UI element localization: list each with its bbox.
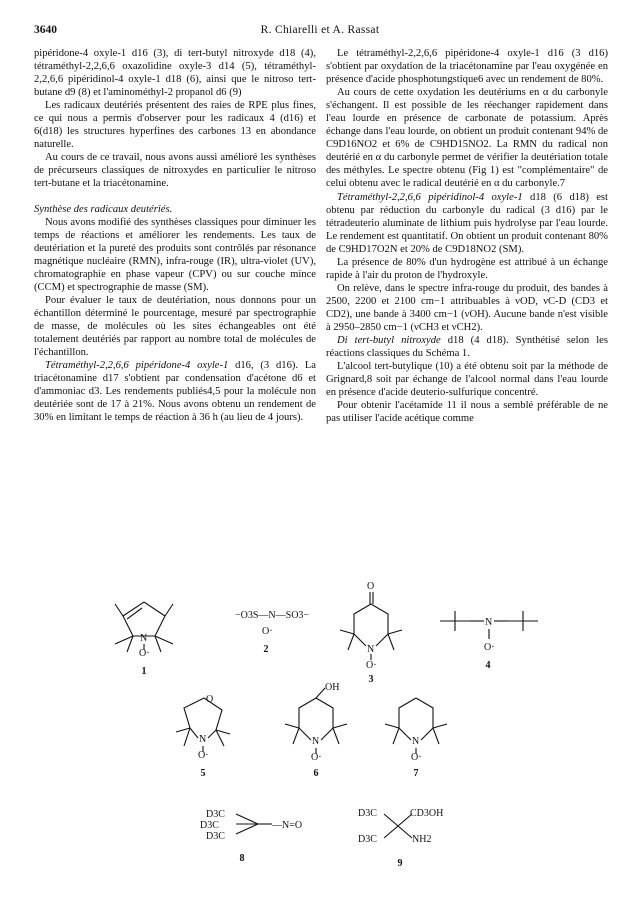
- nitroso-8: —N=O: [272, 820, 303, 831]
- atom-O-3: O·: [366, 660, 377, 671]
- compound-label-4: 4: [485, 660, 491, 671]
- paragraph-text: Les radicaux deutériés présentent des raies de RPE plus fines, ce qui nous a permis d'observer pour les radicaux 4 (d16) et 6(d18) les structures hyperfines des carbones 13 en abondance naturelle.: [34, 100, 316, 151]
- body-paragraph: [326, 399, 608, 425]
- d3c-8c: D3C: [206, 831, 225, 842]
- paragraph-text: Au cours de ce travail, nous avons aussi amélioré les synthèses de précurseurs classiques de nitroxydes en particulier le nitroso tert-butane et la triacétonamine.: [34, 152, 316, 190]
- body-paragraph: [326, 256, 608, 282]
- body-paragraph: [326, 47, 608, 86]
- atom-O-6: O·: [311, 752, 322, 763]
- compound-label-9: 9: [397, 858, 403, 869]
- structures-svg: [60, 576, 590, 911]
- paragraph-text: Pour obtenir l'acétamide 11 il nous a semblé préférable de ne pas utiliser l'acide acétique comme: [326, 400, 608, 425]
- body-paragraph: [34, 294, 316, 359]
- body-paragraph: [34, 216, 316, 294]
- paragraph-text: Le tétraméthyl-2,2,6,6 pipéridone-4 oxyle-1 d16 (3 d16) s'obtient par oxydation de la triacétonamine par l'eau oxygénée en présence d'acide phosphotungstique6 avec un rendement de 80%.: [326, 48, 608, 86]
- body-paragraph: [326, 86, 608, 190]
- atom-O-carbonyl-3: O: [367, 581, 375, 592]
- structure-8: [236, 814, 272, 834]
- compound-label-2: 2: [263, 644, 269, 655]
- d3c-8b: D3C: [200, 820, 219, 831]
- running-authors: R. Chiarelli et A. Rassat: [260, 24, 380, 36]
- atom-O-ring-5: O: [206, 694, 214, 705]
- atom-N-1: N: [140, 633, 148, 644]
- atom-N-7: N: [412, 736, 420, 747]
- paragraph-text: On relève, dans le spectre infra-rouge du produit, des bandes à 2500, 2200 et 2100 cm−1 attribuables à νOD, νC-D (CD3 et CD2), une bande à 3400 cm−1 (νOH). Aucune bande n'est visible à 2950–2850 cm−1 (νCH3 et νCH2).: [326, 282, 608, 333]
- d3c-9b: D3C: [358, 834, 377, 845]
- atom-O-2: O·: [262, 626, 273, 637]
- atom-N-4: N: [485, 617, 493, 628]
- body-paragraph: [326, 191, 608, 256]
- paragraph-text: La présence de 80% d'un hydrogène est attribué à un échange rapide à l'air du proton de l'hydroxyle.: [326, 256, 608, 281]
- paragraph-text: d16, (3 d16). La triacétonamine d17 s'obtient par condensation d'acétone d6 et d'ammoniac d3. Les rendements publiés4,5 pour la molécule non deutériée sont de 17 à 21%. Nous avons obtenu un rendement de 30% en limitant le temps de réaction à 36 h (au lieu de 4 jours).: [34, 360, 316, 424]
- body-paragraph: [326, 334, 608, 360]
- paragraph-text: d18 (4 d18). Synthétisé selon les réactions classiques du Schéma 1.: [326, 335, 608, 360]
- d3c-9a: D3C: [358, 808, 377, 819]
- cd3oh-9: CD3OH: [410, 808, 444, 819]
- page-header: [34, 24, 606, 40]
- atom-N-5: N: [199, 734, 207, 745]
- structures-figure: [60, 576, 590, 911]
- body-paragraph: [34, 151, 316, 190]
- compound-label-5: 5: [200, 768, 206, 779]
- nh2-9: NH2: [412, 834, 432, 845]
- right-column: [326, 47, 608, 425]
- paragraph-text: Au cours de cette oxydation les deutériums en α du carbonyle s'échangent. Il est possible de les réechanger rapidement dans l'eau lourde en présence de carbonate de potassium. Après échange dans l'eau lourde, on obtient un produit contenant 94% de C9D16NO2 et 6% de C9HD15NO2. La RMN du radical non deutérié en α du carbonyle permet de vérifier la deutériation totale des méthyles. Le spectre obtenu (Fig 1) est "complémentaire" de celui obtenu avec le radical deutérié en α du carbonyle.7: [326, 87, 608, 190]
- paragraph-text: pipéridone-4 oxyle-1 d16 (3), di tert-butyl nitroxyde d18 (4), tétraméthyl-2,2,6,6 oxazolidine oxyle-3 d14 (5), tétraméthyl-2,2,6,6 pipéridinol-4 oxyle-1 d18 (6), ainsi que le nitroso tert-butane d9 (8) et l'aminométhyl-2 propanol d6 (9): [34, 48, 316, 99]
- d3c-8a: D3C: [206, 809, 225, 820]
- structure-9: [384, 814, 412, 838]
- paragraph-text: d18 (6 d18) est obtenu par réduction du carbonyle du radical (3 d16) par le tétradeuterio aluminate de lithium puis hydrolyse par l'eau lourde. Le rendement est quantitatif. On obtient un produit contenant 80% de C9HD17O2N et 20% de C9D18NO2 (SM).: [326, 191, 608, 255]
- disulfonate-group: −O3S—N—SO3−: [235, 610, 310, 621]
- body-paragraph: [326, 282, 608, 334]
- paragraph-text: Nous avons modifié des synthèses classiques pour diminuer les temps de réactions et améliorer les rendements. Les taux de deutériation et la pureté des produits sont contrôlés par résonance magnétique nucléaire (RMN), infra-rouge (IR), ultra-violet (UV), chromatographie en phase vapeur (CPV) ou sur couche mince (CCM) et spectrographie de masse (SM).: [34, 216, 316, 293]
- paragraph-lead: Tétraméthyl-2,2,6,6 pipéridone-4 oxyle-1: [45, 360, 229, 372]
- compound-label-7: 7: [413, 768, 419, 779]
- atom-O-7: O·: [411, 752, 422, 763]
- paragraph-text: Pour évaluer le taux de deutériation, nous donnons pour un échantillon déterminé le pourcentage, mesuré par spectrographie de masse, de molécules où les sites échangeables ont été totalement deutériés par rapport au nombre total de molécules de l'échantillon.: [34, 294, 316, 359]
- atom-O-4: O·: [484, 642, 495, 653]
- paragraph-lead: Di tert-butyl nitroxyde: [337, 335, 441, 347]
- body-paragraph: [34, 359, 316, 424]
- body-paragraph: [34, 47, 316, 99]
- body-paragraph: [326, 360, 608, 399]
- compound-label-6: 6: [313, 768, 319, 779]
- compound-label-1: 1: [141, 666, 147, 677]
- left-column: [34, 47, 316, 424]
- paragraph-text: L'alcool tert-butylique (10) a été obtenu soit par la méthode de Grignard,8 soit par échange de l'alcool normal dans l'eau lourde en présence d'acide deuterio-sulfurique concentré.: [326, 361, 608, 399]
- atom-O-5: O·: [198, 750, 209, 761]
- atom-O-1: O·: [139, 648, 150, 659]
- structure-1: [115, 602, 173, 652]
- hydroxyl-6: OH: [325, 682, 340, 693]
- section-heading: Synthèse des radicaux deutériés.: [34, 203, 173, 215]
- atom-N-3: N: [367, 644, 375, 655]
- paragraph-lead: Tétraméthyl-2,2,6,6 pipéridinol-4 oxyle-1: [337, 191, 523, 203]
- compound-label-8: 8: [239, 853, 245, 864]
- page-number: 3640: [34, 24, 57, 36]
- compound-label-3: 3: [368, 674, 374, 685]
- body-paragraph: [34, 99, 316, 151]
- atom-N-6: N: [312, 736, 320, 747]
